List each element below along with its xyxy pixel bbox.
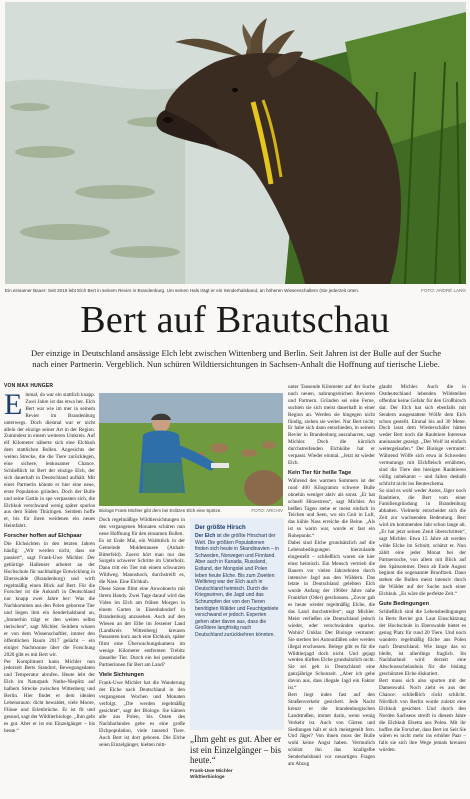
column-3 [288,384,375,794]
col1-text-1: inmal, da war ein stattlich knapp. Zwei Jahre ist das etwa her. Elch Bert war wie im mer in seinem Revier im Brandenburg unterwegs. Doch diesmal war er nicht allein der einzige seiner Art in der Region. Zumindest in einem weiteren Umkreis. Auf elf Kilometer näherte sich eine Elchkuh dem stattlichen Bullen. Angesichts der weiten Strecke, die die Tiere zurücklegen, eine sichere, lenkosamer Chance. Schließlich ist Bert der einzige Elch, der sich dauerhaft in Deutschland aufhält. Mit einer Partnerin könnte er hier eine neue, erste Population gründen. Doch der Bulle und seine Gattin in spe verpassten sich, die Elchkuh verschwand wenig später spurlos aus dem Süden Thüringen. Seitdem hoffe er, bis für ihren weidenen ein neues Heimfahrt. [4,392,95,530]
col1-paragraph-3: Per Kompliment kann Michler nun jederzeit Berts Standort, Bewegungsdaten und Temperatur abrufen. Heute lebt der Elch im Naturpark Nuthe-Nieplitz auf halbem Strecke zwischen Wittenberg und Berlin. Hier findet er dem idealen Lebensraum: dicht bewaldet, viele Moore, Flüsse und Erlenbrüche. Er ist fit und gesund, sagt der Wildtierbiologe. „Ihm geht es gut. Aber er ist ein Einzelgänger – bis heute.“ [4,658,95,734]
col2-subheading: Viele Sichtungen [99,671,144,678]
pull-quote-role: Wildtierbiologe [190,774,225,780]
col2-paragraph-3: Diese Szene filmt eine Anwohnerin mit ihrem Handy. Zwei Tage darauf wird das Video im Elch am frühen Morgen in einem Garten in Eisenbahndorf in Brandenburg anzusehen. Auch auf den Wiesen an der Elbe im Jessener Land (Landkreis Wittenberg) kreuzen Passanten kurz auch eine Elchkuh, später filmt eine Überwachungskamera im wenige Kilometer entfernten Trebitz dasselbe Tier. Durch ein bei potenzielle Partnerinnen für Bert am Land? [99,586,185,669]
column-2 [99,517,185,794]
drop-cap: E [4,392,23,421]
col4-paragraph-1: glaubt Michler. Auch die in Ostdeutschland lebenden Wildstellen offenbar keine Gefahr für den Großhirsch dar. Der Elch hat sich ebenfalls mit Sendern ausgestattete Wölfe dem Elch schon gestellt. Einmal bis auf 30 Meter. Doch lasst dem Wiederschäfer hätten weder Bert noch die Raubtiere Interesse aneinander gezeigt. „Der Wolf ist einfach weitergelaufen.“ Der Biologe vermutet: Während Wölfe sich etwa in Schweden vermutungs mit Elchfleisch ernährten, sind die Tiere den hiesigen Raubtieren völlig unbekannt – und fallen deshalb schlicht nicht ins Beuteschema. [379,384,466,487]
col3-paragraph-3: Dabei sind Elche grundsätzlich auf die Lebensbedingungen hierzulande eingestellt – schließlich waren sie hier einst heimisch. Ein Mensch vertrieb die Bauern vor vielen Jahrzehnten durch intensive Jagd aus den Wäldern. Das letzte in Deutschland gelebten Elch wurde Anfang der 1960er Jahre nahe Frankfurt (Oder) geschossen. „Zuvor gab es heute wieder regelmäßig Elche, die das Land durchstreifen“, sagt Michler. Meist verließen sie Deutschland jedoch wieder, oder verschwänden spurlos. Wohin? Unklar. Der Biologe vermutet: Sie sterben bei Autounfällen oder werden illegal erschossen. Belege gibt es für die Wildtierjagd doch nicht. Und gejagt werden dürften Elche grundsätzlich nicht. Sie sei geb in Deutschland eine ganzjährige Schonzeit. „Aber ich gehe davon aus, dass illegale Jagd ein Faktor ist.“ [288,540,375,692]
info-box-lead: Der Elch [195,533,216,539]
col3-paragraph-1: unter Tausende Kilometer auf der Suche nach neuen, nahrungsreichen Revieren und Partnern. Gründen sei eine Ferne, suchten sie sich meist dauerhaft in einer Region an. Werden sie hingegen nicht fündig, ziehen sie weiter. Nur Bert nicht; Er habe sich dann entschieden, in seinem Revier in Brandenburg auszuharren, sagt Michler. Doch die kürzlich durchstreifenden Elchkühe hat er verpasst. Wieder einmal. „Jetzt ist wieder Elch. [288,384,375,466]
byline: VON MAX HUNGER [4,383,54,389]
moose-photo [5,2,466,284]
photo2-credit: FOTO: ARCHIV [251,508,283,513]
moose-illustration [5,2,466,284]
col4-paragraph-2: So sind es wohl weder Autos, Jäger noch Raubtiere, die Bert vom einer Familiengründung in Brandenburg abhalten. Vielmehr entscheidet sich die Zeit zur wachsenden Bedeutung. Bert wird im kommenden Jahr schon lange alt. „Er hat jetzt seinen Zenit überschritten“, sagt Michler. Etwa 15 Jahre alt werden wilde Elche im Schnitt, schätzt er. Nun zählt eine jeder Monat bei der Partnersuche, von allem mit Blick auf den Spätsommer. Denn ab Ende August beginnt die sogenannte Brunftzeit. Dann stehen die Bullen meist intensiv durch die Wälder auf der Suche nach einer Elchkuh. „Es wäre die perfekte Zeit.“ [379,487,466,598]
photo2-caption: Biologe Frank Michler gibt dem bei Eslitzen Elch eine Spritze. [99,508,222,513]
col2-paragraph-1: Doch regelmäßige Wildtiersichtungen in den vergangenen Monaten schüren nun neue Hoffnung für den einsamen Bullen. [99,517,185,537]
col2-paragraph-2: Es ist Ende Mai, ein Waldstück in der Gemeinde Muldestausee (Anhalt-Bitterfeld). Zuerst hört man nur das Surgeln schwerer Schritte im Unterholz. Dann tritt ein Tier mit einem schwarzen Wildweg. Mannshoch, durchstreift es, die Nase. Eine Elchkuh. [99,537,185,586]
column-4 [379,384,466,794]
biologist-photo [99,393,283,506]
info-box [190,518,284,730]
column-1 [4,392,95,794]
col4-paragraph-3: Schließlich sind die Lebensbedingungen in Berts Revier gut. Laut Einschätzung der Hochschule in Eberswalde bietet es genug Platz für rund 20 Tiere. Und noch wandern regelmäßig Elche aus Polen nach Deutschland. Wie lange das so bleibt, ist allerdings fraglich. Im Nachbarland wird derzeit eine Abschussschelaubnis für die bislang geschützten Elche diskutiert. [379,609,466,678]
pull-quote [190,734,284,781]
pull-quote-author: Frank-Uwe Michler [190,768,233,774]
info-box-body [190,533,284,639]
col3-subheading: Kein Tier für heiße Tage [288,469,352,476]
col4-subheading: Gute Bedingungen [379,601,430,608]
col1-paragraph-2: Die Elchsichten in den letzten Jahren häufig: „Wir werden nicht, dass sie passiert“, sagt Frank-Uwe Michler. Der gebürtige Hallenser arbeitet an der Hochschule für nachhaltige Entwicklung in Eberswalde (Brandenburg) und wirft regelmäßig einen Blick auf Bert. Für die Forscher ist die Ankunft in Deutschland nur knapp zwei Jahre her: Was die Nachkommen aus den Polen geborene Tier und liegen ihm ein Senderhalsband an, „Immerhin trägt er den weiten selbst tierischen“, sagt Michler. Seitdem wissen er von dem Wissenschaftler, immer den öffentlichen Raum 2017 gelächt – ein einiger Nachtsonne über die Forschung 2020 gibt es mit Bert wir. [4,541,95,658]
col3-paragraph-4: Bert liegt indes fast auf den Straßenverkehr gesichert. Jede Nacht kreuzt er die brandenburgischen Landstraßen, immer darin, wenn wenig Verkehr ist. Auch von Gärten und Siedlungen hält er sich meistgeteilt fern. Und Jäger? Von ihnen muss der Bulle wohl keine Angst haben. Vermutlich schützt ihn das knallgelbe Senderhalsband vor neuartigen Fragen am Abzug [288,691,375,768]
biologist-illustration [99,393,283,506]
info-box-title: Der größte Hirsch [195,525,246,531]
col1-paragraph-1 [4,392,95,530]
col3-paragraph-2: Während des warmen Sommers ist der rund 400 Kilogramm schwere Bulle ohnehin weniger aktiv als sonst. „Er hat schnell Hitzestress“, sagt Michler. An heißen Tagen stehe er meist einfach in Teichen und Seen, wo ein Gnit in Luft, das kühle Nass erreiche die Beine. „Als ist so warm war, wurde er fast ein Ruhepunkt.“ [288,477,375,540]
hero-credit: FOTO: ANDRÉ LANG [421,288,466,293]
col4-paragraph-4: Bert muss sich also spurten mit der Damenwahl. Noch zieht es aus der Chance: schließlich rückt schlicht. Nördlich von Berlin wurde zuletzt eine Elchkuh gesichtet. Und durch den Norden Sachsens streift in diesem Jahre die Elchkuh Elsetta aus Polen. Mit ihr hoffen die Forscher, dass Bert im Seit Sie wären es nicht mehr ins erhöhte Paar – falls sie sich ihre Wege jemals kreuzen würden. [379,678,466,754]
col1-subheading: Forscher hoffen auf Elchpaar [4,533,82,540]
pull-quote-text: „Ihm geht es gut. Aber er ist ein Einzelgänger – bis heute.“ [190,734,281,765]
hero-caption: Ein einsamer Bauer: Seit 2019 lebt Elch Bert in seinem Revier in Brandenburg. Um seinen Hals trägt er ein Senderhalsband, an höheren Wiesenschaltern (Sie jederzeit orten. [5,288,360,293]
deck: Der einzige in Deutschland ansässige Elch lebt zwischen Wittenberg und Berlin. Seit Jahren ist der Bulle auf der Suche nach einer Partnerin. Vergeblich. Nun schüren Wildtiersichtungen in Sachsen-Anhalt die Hoffnung auf tierische Liebe. [30,348,442,369]
info-box-text: ist die größte Hirschart der Welt. Die größten Populationen finden sich heute in Skandinavien – in Schweden, Norwegen und Finnland. Aber auch in Kanada, Russland, Estland, der Mongolei und Polen leben heute Elche. Bis zum Zweiten Weltkrieg war der Elch auch in Deutschland heimisch. Durch die Kriegswirren, die Jagd und das Schrumpfen der von den Tieren benötigten Wälder und Feuchtgebiete verschwand er jedoch. Experten gehen aber davon aus, dass die Großtiere langfristig nach Deutschland zurückkehren könnten. [195,533,279,638]
col2-paragraph-4: Frank-Uwe Michler hat die Wanderung der Elche nach Deutschland in den vergangenen Wochen und Monaten verfolgt. „Die werden regelmäßig gesichtet“, sagt der Biologe. Sie kämen alle aus Polen, bis Osten des Nachbarlandes gebe es eine große Elchpopulation, viele tausend Tiere. Auch Bert ist dort geboren. Die Elche seien Einzelgänger, hielten mitt- [99,679,185,749]
headline: Bert auf Brautschau [80,299,390,341]
